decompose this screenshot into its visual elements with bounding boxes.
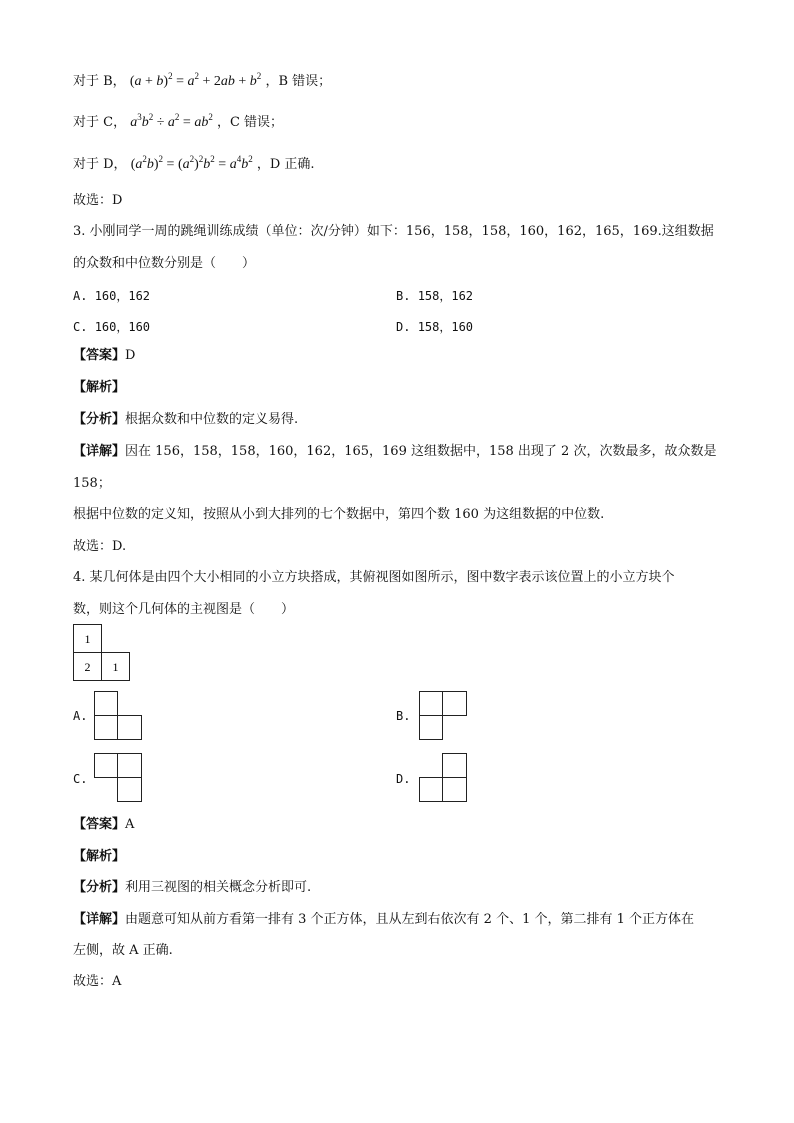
answer-value: D: [125, 348, 136, 363]
answer-tag: 【答案】: [73, 817, 126, 832]
option-text: 158，160: [417, 320, 474, 334]
q4-fenxi: [73, 878, 311, 898]
xiangjie-tag: 【详解】: [73, 444, 126, 459]
q4-stem-line1: 4. 某几何体是由四个大小相同的小立方块搭成，其俯视图如图所示，图中数字表示该位置上的小立方块个: [73, 570, 675, 585]
analysis-tag: 【解析】: [73, 380, 126, 395]
q4-option-c-figure: [94, 753, 144, 803]
c-prefix: 对于 C，: [73, 115, 127, 130]
fenxi-text: 根据众数和中位数的定义易得.: [125, 412, 299, 427]
q4-analysis-tag: [73, 847, 125, 867]
shape-cell: [443, 754, 467, 778]
top-view-svg: [73, 624, 133, 684]
option-label: A.: [73, 289, 88, 303]
q4-option-c-label: C.: [73, 772, 88, 786]
top-view-num: 1: [84, 632, 91, 646]
shape-cell: [118, 778, 142, 802]
line-option-b-analysis: [73, 72, 331, 92]
top-view-num: 1: [112, 660, 119, 674]
q3-option-c: [73, 317, 150, 337]
q4-answer: [73, 815, 134, 835]
q4-detail-line2: 左侧，故 A 正确.: [73, 943, 173, 958]
select-answer-prev: 故选：D: [73, 193, 123, 208]
option-text: 160，160: [94, 320, 151, 334]
shape-cell: [420, 778, 443, 802]
detail-text: 由题意可知从前方看第一排有 3 个正方体，且从左到右依次有 2 个、1 个，第二排有 1 个正方体在: [125, 912, 695, 927]
q3-option-b: [396, 286, 473, 306]
c-suffix: ，C 错误；: [216, 115, 284, 130]
q4-detail-line1: [73, 910, 694, 930]
shape-cell: [118, 716, 142, 740]
option-d-svg: [419, 753, 469, 803]
formula-d: $(a^2b)^2 = (a^2)^2b^2 = a^4b^2$: [130, 154, 253, 172]
q4-option-d-figure: [419, 753, 469, 803]
q3-select: 故选：D.: [73, 539, 127, 554]
q3-option-d: [396, 317, 473, 337]
q4-option-a-figure: [94, 691, 144, 741]
q3-detail-line1: [73, 442, 716, 462]
q3-fenxi: [73, 410, 298, 430]
q4-option-b-figure: [419, 691, 469, 741]
q4-option-a-label: A.: [73, 709, 88, 723]
line-option-d-analysis: [73, 155, 315, 175]
shape-cell: [420, 692, 443, 716]
option-c-svg: [94, 753, 144, 803]
q3-stem-line1: 3. 小刚同学一周的跳绳训练成绩（单位：次/分钟）如下：156，158，158，160，162，165，169.这组数据: [73, 224, 714, 239]
q4-option-d-label: D.: [396, 772, 411, 786]
shape-cell: [420, 716, 443, 740]
b-suffix: ，B 错误；: [265, 74, 332, 89]
shape-cell: [118, 754, 142, 778]
fenxi-tag: 【分析】: [73, 412, 126, 427]
option-text: 160，162: [94, 289, 151, 303]
d-suffix: ，D 正确.: [256, 157, 315, 172]
q4-option-b-label: B.: [396, 709, 411, 723]
top-view-num: 2: [84, 660, 91, 674]
xiangjie-tag: 【详解】: [73, 912, 126, 927]
q3-detail-line2: 158；: [73, 476, 111, 491]
shape-cell: [443, 692, 467, 716]
answer-tag: 【答案】: [73, 348, 126, 363]
formula-c: $a^3b^2 \div a^2 = ab^2$: [130, 112, 213, 130]
shape-cell: [443, 778, 467, 802]
option-label: B.: [396, 289, 411, 303]
q3-answer: [73, 346, 135, 366]
q4-stem-line2: 数，则这个几何体的主视图是（ ）: [73, 602, 295, 617]
shape-cell: [95, 716, 118, 740]
formula-b: $(a + b)^2 = a^2 + 2ab + b^2$: [129, 71, 262, 89]
line-option-c-analysis: [73, 113, 283, 133]
answer-value: A: [125, 817, 135, 832]
q3-stem-line2: 的众数和中位数分别是（ ）: [73, 256, 256, 271]
fenxi-text: 利用三视图的相关概念分析即可.: [125, 880, 312, 895]
detail-text: 因在 156，158，158，160，162，165，169 这组数据中，158 出现了 2 次，次数最多，故众数是: [125, 444, 717, 459]
b-prefix: 对于 B，: [73, 74, 126, 89]
option-label: D.: [396, 320, 411, 334]
top-view-figure: [73, 624, 133, 684]
shape-cell: [95, 754, 118, 778]
q4-select: 故选：A: [73, 974, 122, 989]
q3-analysis-tag: [73, 378, 125, 398]
fenxi-tag: 【分析】: [73, 880, 126, 895]
option-label: C.: [73, 320, 88, 334]
option-text: 158，162: [417, 289, 474, 303]
d-prefix: 对于 D，: [73, 157, 127, 172]
option-b-svg: [419, 691, 469, 741]
q3-option-a: [73, 286, 150, 306]
option-a-svg: [94, 691, 144, 741]
q3-detail-line3: 根据中位数的定义知，按照从小到大排列的七个数据中，第四个数 160 为这组数据的中位数.: [73, 507, 605, 522]
analysis-tag: 【解析】: [73, 849, 126, 864]
shape-cell: [95, 692, 118, 716]
